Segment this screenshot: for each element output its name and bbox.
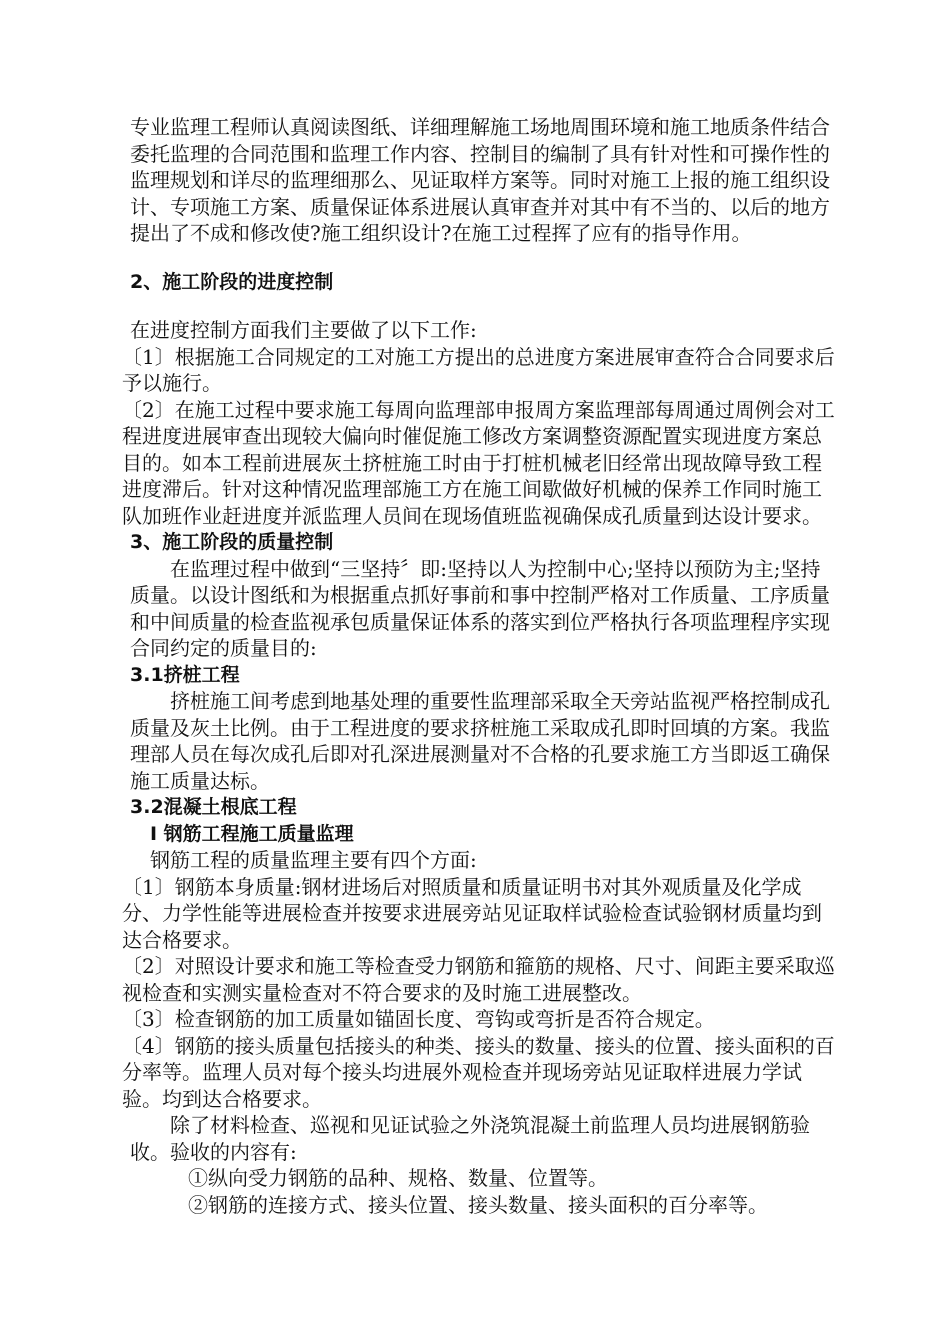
paragraph-intro: 专业监理工程师认真阅读图纸、详细理解施工场地周围环境和施工地质条件结合委托监理的合同范围和监理工作内容、控制目的编制了具有针对性和可操作性的监理规划和详尽的监理细那么、见证取样方案等。同时对施工上报的施工组织设计、专项施工方案、质量保证体系进展认真审查并对其中有不当的、以后的地方提出了不成和修改使?施工组织设计?在施工过程挥了应有的指导作用。 (130, 115, 830, 245)
paragraph-progress-intro: 在进度控制方面我们主要做了以下工作: (130, 318, 477, 342)
paragraph-rebar-item-1: 〔1〕钢筋本身质量:钢材进场后对照质量和质量证明书对其外观质量及化学成分、力学性能等进展检查并按要求进展旁站见证取样试验检查试验钢材质量均到达合格要求。 (122, 874, 822, 952)
list-item-2: ②钢筋的连接方式、接头位置、接头数量、接头面积的百分率等。 (188, 1192, 768, 1217)
subsection-heading-3-1: 3.1挤桩工程 (130, 663, 240, 686)
paragraph-quality-intro: 在监理过程中做到“三坚持〞即:坚持以人为控制中心;坚持以预防为主;坚持质量。以设计图纸和为根据重点抓好事前和事中控制严格对工作质量、工序质量和中间质量的检查监视承包质量保证体系的落实到位严格执行各项监理程序实现合同约定的质量目的: (130, 556, 830, 660)
section-heading-2: 2、施工阶段的进度控制 (130, 270, 334, 293)
paragraph-progress-item-2: 〔2〕在施工过程中要求施工每周向监理部申报周方案监理部每周通过周例会对工程进度进展审查出现较大偏向时催促施工修改方案调整资源配置实现进度方案总目的。如本工程前进展灰土挤桩施工时由于打桩机械老旧经常出现故障导致工程进度滞后。针对这种情况监理部施工方在施工间歇做好机械的保养工作同时施工队加班作业赶进度并派监理人员间在现场值班监视确保成孔质量到达设计要求。 (122, 397, 835, 528)
paragraph-pile-work: 挤桩施工间考虑到地基处理的重要性监理部采取全天旁站监视严格控制成孔质量及灰土比例。由于工程进度的要求挤桩施工采取成孔即时回填的方案。我监理部人员在每次成孔后即对孔深进展测量对不合格的孔要求施工方当即返工确保施工质量达标。 (130, 689, 830, 793)
subsection-heading-3-2: 3.2混凝土根底工程 (130, 796, 297, 818)
paragraph-rebar-item-2: 〔2〕对照设计要求和施工等检查受力钢筋和箍筋的规格、尺寸、间距主要采取巡视检查和实测实量检查对不符合要求的及时施工进展整改。 (122, 954, 835, 1005)
list-item-1: ①纵向受力钢筋的品种、规格、数量、位置等。 (188, 1166, 608, 1190)
section-heading-3: 3、施工阶段的质量控制 (130, 531, 334, 553)
document-page (122, 114, 840, 1218)
paragraph-rebar-item-3: 〔3〕检查钢筋的加工质量如锚固长度、弯钩或弯折是否符合规定。 (122, 1007, 715, 1031)
subsection-heading-rebar: Ⅰ 钢筋工程施工质量监理 (150, 822, 354, 845)
paragraph-rebar-intro: 钢筋工程的质量监理主要有四个方面: (150, 848, 477, 872)
paragraph-progress-item-1: 〔1〕根据施工合同规定的工对施工方提出的总进度方案进展审查符合合同要求后予以施行。 (122, 344, 835, 395)
paragraph-rebar-item-4: 〔4〕钢筋的接头质量包括接头的种类、接头的数量、接头的位置、接头面积的百分率等。监理人员对每个接头均进展外观检查并现场旁站见证取样进展力学试验。均到达合格要求。 (122, 1033, 835, 1111)
paragraph-acceptance: 除了材料检查、巡视和见证试验之外浇筑混凝土前监理人员均进展钢筋验收。验收的内容有: (130, 1113, 810, 1164)
